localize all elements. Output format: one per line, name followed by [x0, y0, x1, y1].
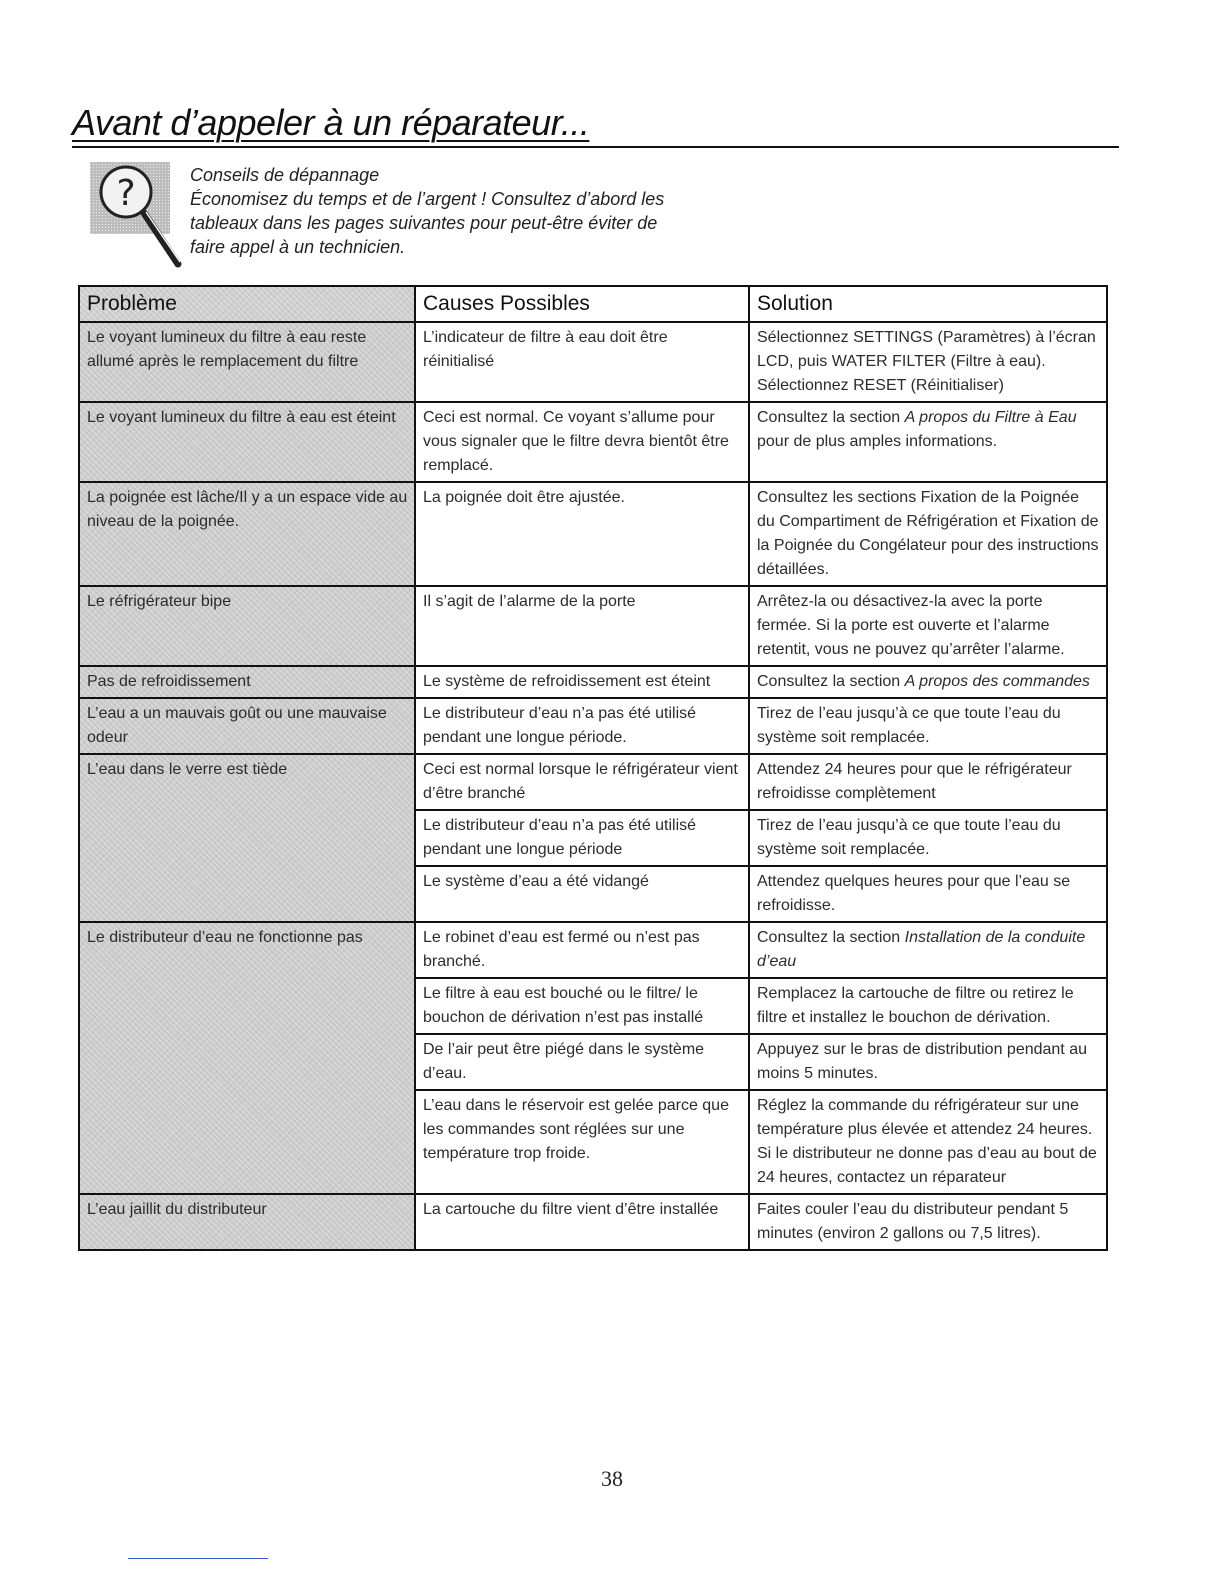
page-number: 38: [601, 1466, 623, 1491]
footer-rule: [128, 1558, 268, 1559]
problem-cell: La poignée est lâche/Il y a un espace vide au niveau de la poignée.: [79, 482, 415, 586]
cause-cell: De l’air peut être piégé dans le système d’eau.: [415, 1034, 749, 1090]
solution-cell: Remplacez la cartouche de filtre ou retirez le filtre et installez le bouchon de dérivation.: [749, 978, 1107, 1034]
table-row: [79, 922, 1107, 978]
solution-cell: Sélectionnez SETTINGS (Paramètres) à l’écran LCD, puis WATER FILTER (Filtre à eau). Sélectionnez RESET (Réinitialiser): [749, 322, 1107, 402]
cause-cell: Ceci est normal. Ce voyant s’allume pour vous signaler que le filtre devra bientôt être remplacé.: [415, 402, 749, 482]
table-row: [79, 322, 1107, 402]
table-row: [79, 1194, 1107, 1250]
cause-cell: Il s’agit de l’alarme de la porte: [415, 586, 749, 666]
table-row: [79, 666, 1107, 698]
magnifier-question-icon: [90, 158, 188, 270]
solution-cell: Attendez 24 heures pour que le réfrigérateur refroidisse complètement: [749, 754, 1107, 810]
cause-cell: Ceci est normal lorsque le réfrigérateur vient d’être branché: [415, 754, 749, 810]
solution-cell: [749, 402, 1107, 482]
troubleshooting-table: [78, 285, 1108, 1251]
column-header-solution: Solution: [749, 286, 1107, 322]
solution-reference: A propos du Filtre à Eau: [904, 409, 1077, 426]
tips-text: [190, 163, 750, 259]
tips-line: tableaux dans les pages suivantes pour peut-être éviter de: [190, 213, 658, 233]
solution-cell: [749, 922, 1107, 978]
solution-text: pour de plus amples informations.: [757, 433, 998, 450]
solution-cell: Réglez la commande du réfrigérateur sur une température plus élevée et attendez 24 heures. Si le distributeur ne donne pas d’eau au bout de 24 heures, contactez un réparateur: [749, 1090, 1107, 1194]
cause-cell: Le distributeur d’eau n’a pas été utilisé pendant une longue période: [415, 810, 749, 866]
cause-cell: Le filtre à eau est bouché ou le filtre/ le bouchon de dérivation n’est pas installé: [415, 978, 749, 1034]
problem-cell: Le réfrigérateur bipe: [79, 586, 415, 666]
page-title: Avant d’appeler à un réparateur...: [72, 102, 590, 143]
column-header-problem: Problème: [79, 286, 415, 322]
problem-cell: Le voyant lumineux du filtre à eau reste allumé après le remplacement du filtre: [79, 322, 415, 402]
problem-cell: Pas de refroidissement: [79, 666, 415, 698]
cause-cell: Le système d’eau a été vidangé: [415, 866, 749, 922]
solution-reference: A propos des commandes: [904, 673, 1090, 690]
tips-heading: Conseils de dépannage: [190, 165, 380, 185]
solution-cell: Attendez quelques heures pour que l’eau se refroidisse.: [749, 866, 1107, 922]
problem-cell: L’eau dans le verre est tiède: [79, 754, 415, 922]
table-row: [79, 698, 1107, 754]
solution-text: Consultez la section: [757, 673, 905, 690]
cause-cell: Le robinet d’eau est fermé ou n’est pas branché.: [415, 922, 749, 978]
tips-line: faire appel à un technicien.: [190, 237, 406, 257]
tips-line: Économisez du temps et de l’argent ! Consultez d’abord les: [190, 189, 665, 209]
cause-cell: L’eau dans le réservoir est gelée parce que les commandes sont réglées sur une température trop froide.: [415, 1090, 749, 1194]
solution-cell: Appuyez sur le bras de distribution pendant au moins 5 minutes.: [749, 1034, 1107, 1090]
problem-cell: Le voyant lumineux du filtre à eau est éteint: [79, 402, 415, 482]
table-row: [79, 586, 1107, 666]
solution-cell: Tirez de l’eau jusqu’à ce que toute l’eau du système soit remplacée.: [749, 810, 1107, 866]
svg-text:?: ?: [116, 173, 136, 214]
cause-cell: La poignée doit être ajustée.: [415, 482, 749, 586]
column-header-cause: Causes Possibles: [415, 286, 749, 322]
cause-cell: L’indicateur de filtre à eau doit être réinitialisé: [415, 322, 749, 402]
solution-cell: Arrêtez-la ou désactivez-la avec la porte fermée. Si la porte est ouverte et l’alarme retentit, vous ne pouvez qu’arrêter l’alarme.: [749, 586, 1107, 666]
cause-cell: La cartouche du filtre vient d’être installée: [415, 1194, 749, 1250]
table-row: [79, 402, 1107, 482]
problem-cell: L’eau jaillit du distributeur: [79, 1194, 415, 1250]
cause-cell: Le distributeur d’eau n’a pas été utilisé pendant une longue période.: [415, 698, 749, 754]
table-header-row: [79, 286, 1107, 322]
table-row: [79, 754, 1107, 810]
solution-text: Consultez la section: [757, 409, 905, 426]
solution-text: Consultez la section: [757, 929, 905, 946]
solution-cell: Tirez de l’eau jusqu’à ce que toute l’eau du système soit remplacée.: [749, 698, 1107, 754]
solution-cell: Faites couler l’eau du distributeur pendant 5 minutes (environ 2 gallons ou 7,5 litres).: [749, 1194, 1107, 1250]
cause-cell: Le système de refroidissement est éteint: [415, 666, 749, 698]
solution-cell: [749, 666, 1107, 698]
solution-reference: Installation de la conduite d’eau: [757, 929, 1086, 970]
solution-cell: Consultez les sections Fixation de la Poignée du Compartiment de Réfrigération et Fixation de la Poignée du Congélateur pour des instructions détaillées.: [749, 482, 1107, 586]
table-row: [79, 482, 1107, 586]
title-rule: [72, 146, 1119, 148]
problem-cell: L’eau a un mauvais goût ou une mauvaise odeur: [79, 698, 415, 754]
problem-cell: Le distributeur d’eau ne fonctionne pas: [79, 922, 415, 1194]
